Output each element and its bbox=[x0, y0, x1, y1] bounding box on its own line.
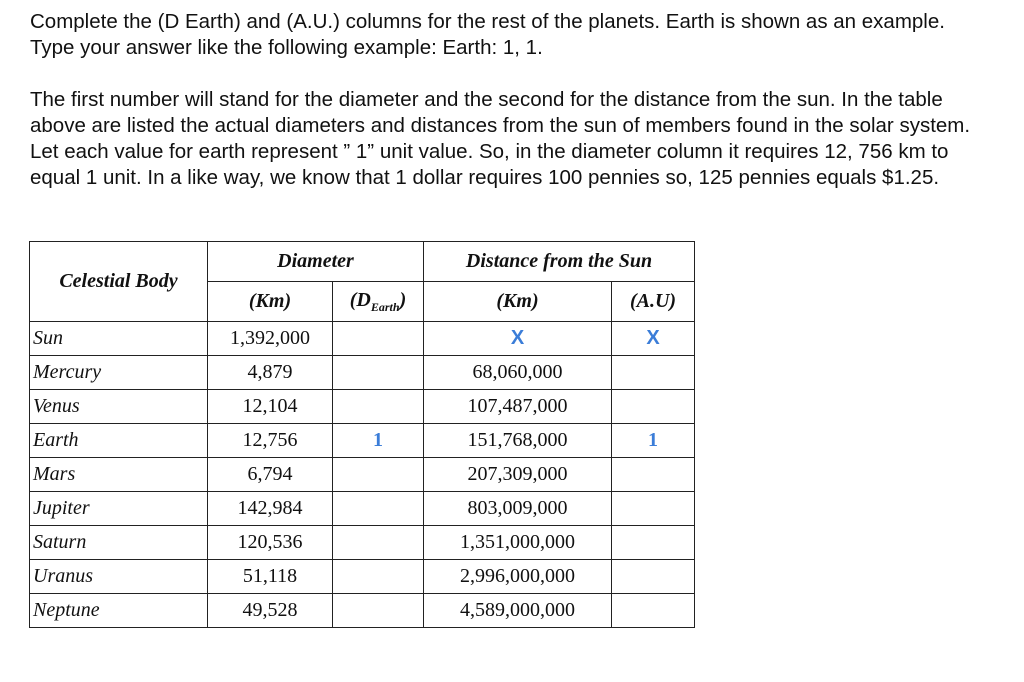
cell-diameter-km: 120,536 bbox=[208, 526, 333, 560]
cell-diameter-dearth bbox=[333, 560, 424, 594]
instructions-paragraph-2: The first number will stand for the diameter and the second for the distance from the sun. In the table above are listed the actual diameters and distances from the sun of members found in the solar system. Let each value for earth represent ” 1” unit value. So, in the diameter column it requires 12, 756 km to equal 1 unit. In a like way, we know that 1 dollar requires 100 pennies so, 125 pennies equals $1.25. bbox=[30, 88, 971, 189]
cell-celestial-body: Uranus bbox=[30, 560, 208, 594]
cell-diameter-dearth bbox=[333, 356, 424, 390]
cell-diameter-dearth bbox=[333, 594, 424, 628]
header-d-earth bbox=[333, 282, 424, 322]
cell-distance-au bbox=[612, 492, 695, 526]
cell-distance-au: X bbox=[612, 322, 695, 356]
table-row bbox=[30, 322, 695, 356]
table-row bbox=[30, 356, 695, 390]
cell-distance-km: 2,996,000,000 bbox=[424, 560, 612, 594]
cell-diameter-km: 4,879 bbox=[208, 356, 333, 390]
cell-celestial-body: Mars bbox=[30, 458, 208, 492]
header-km: (Km) bbox=[208, 282, 333, 322]
cell-diameter-km: 142,984 bbox=[208, 492, 333, 526]
header-d-sub: Earth bbox=[370, 299, 400, 314]
cell-diameter-dearth bbox=[333, 322, 424, 356]
cell-distance-km: 207,309,000 bbox=[424, 458, 612, 492]
header-celestial-body: Celestial Body bbox=[30, 242, 208, 322]
cell-distance-km: 68,060,000 bbox=[424, 356, 612, 390]
cell-celestial-body: Neptune bbox=[30, 594, 208, 628]
cell-celestial-body: Venus bbox=[30, 390, 208, 424]
cell-distance-au bbox=[612, 594, 695, 628]
header-distance: Distance from the Sun bbox=[424, 242, 695, 282]
header-diameter: Diameter bbox=[208, 242, 424, 282]
cell-celestial-body: Earth bbox=[30, 424, 208, 458]
cell-distance-au bbox=[612, 526, 695, 560]
table-row bbox=[30, 458, 695, 492]
cell-celestial-body: Saturn bbox=[30, 526, 208, 560]
cell-distance-km: 1,351,000,000 bbox=[424, 526, 612, 560]
table-row bbox=[30, 390, 695, 424]
cell-diameter-dearth: 1 bbox=[333, 424, 424, 458]
cell-diameter-km: 51,118 bbox=[208, 560, 333, 594]
instructions-paragraph-1: Complete the (D Earth) and (A.U.) columns for the rest of the planets. Earth is shown as an example. Type your answer like the following example: Earth: 1, 1. bbox=[30, 10, 945, 59]
cell-distance-au bbox=[612, 356, 695, 390]
cell-celestial-body: Mercury bbox=[30, 356, 208, 390]
header-d-suffix: ) bbox=[399, 288, 407, 311]
table-row bbox=[30, 492, 695, 526]
cell-distance-km: X bbox=[424, 322, 612, 356]
cell-diameter-km: 12,756 bbox=[208, 424, 333, 458]
cell-distance-au bbox=[612, 560, 695, 594]
table-row bbox=[30, 594, 695, 628]
table-row bbox=[30, 560, 695, 594]
header-distance-km: (Km) bbox=[424, 282, 612, 322]
cell-distance-au bbox=[612, 458, 695, 492]
cell-diameter-km: 49,528 bbox=[208, 594, 333, 628]
cell-distance-au: 1 bbox=[612, 424, 695, 458]
cell-distance-km: 107,487,000 bbox=[424, 390, 612, 424]
cell-distance-km: 803,009,000 bbox=[424, 492, 612, 526]
cell-distance-km: 151,768,000 bbox=[424, 424, 612, 458]
cell-diameter-km: 6,794 bbox=[208, 458, 333, 492]
cell-diameter-km: 1,392,000 bbox=[208, 322, 333, 356]
cell-celestial-body: Sun bbox=[30, 322, 208, 356]
solar-system-table bbox=[29, 241, 695, 628]
cell-celestial-body: Jupiter bbox=[30, 492, 208, 526]
cell-diameter-dearth bbox=[333, 526, 424, 560]
cell-diameter-dearth bbox=[333, 390, 424, 424]
cell-diameter-km: 12,104 bbox=[208, 390, 333, 424]
cell-diameter-dearth bbox=[333, 492, 424, 526]
table-row bbox=[30, 424, 695, 458]
header-au: (A.U) bbox=[612, 282, 695, 322]
cell-distance-km: 4,589,000,000 bbox=[424, 594, 612, 628]
table-row bbox=[30, 526, 695, 560]
cell-distance-au bbox=[612, 390, 695, 424]
header-d-prefix: (D bbox=[349, 288, 371, 311]
cell-diameter-dearth bbox=[333, 458, 424, 492]
